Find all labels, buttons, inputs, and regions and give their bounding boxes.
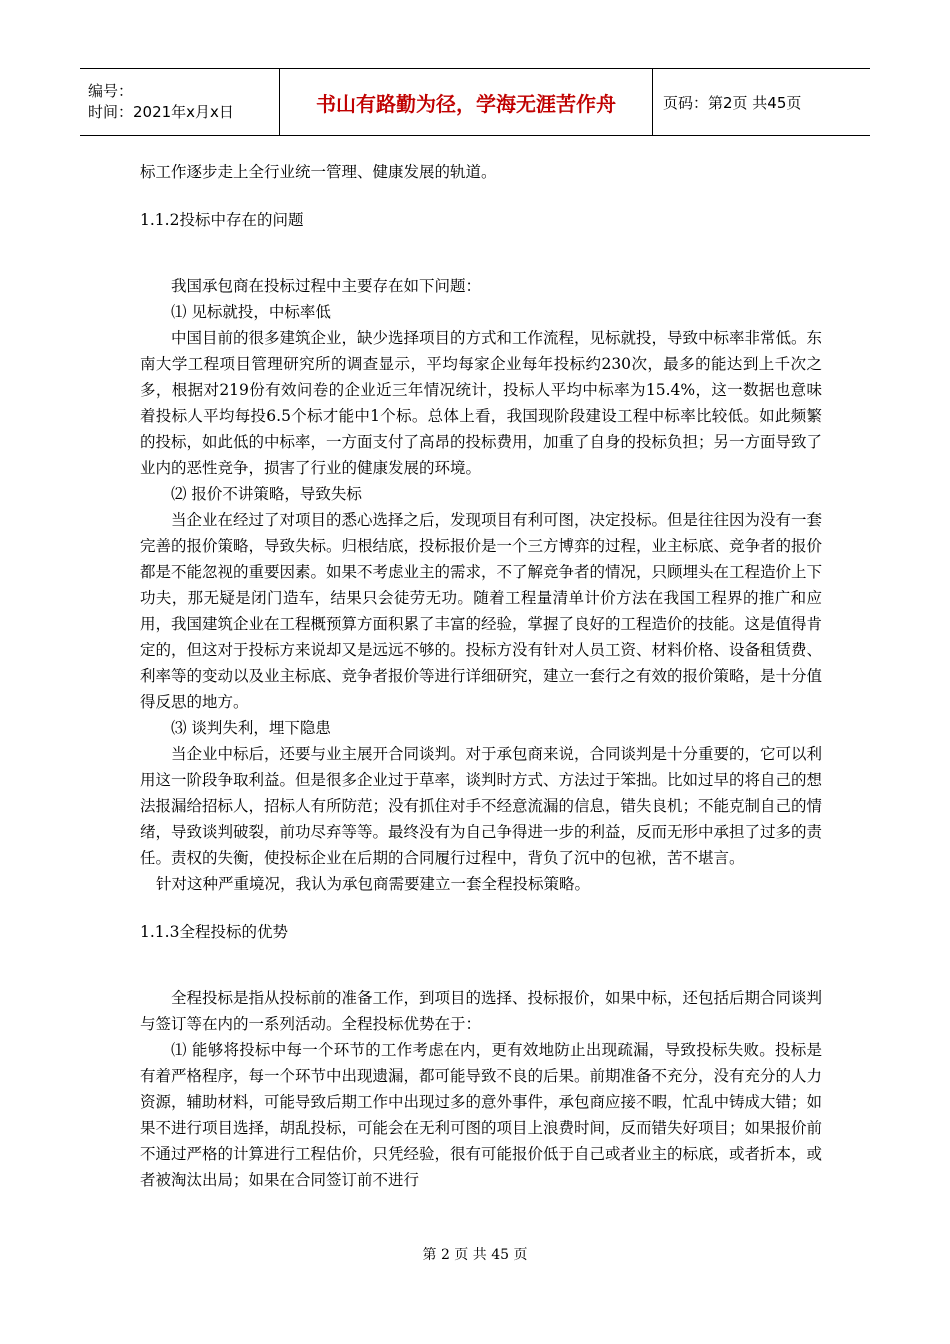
lead-paragraph: 标工作逐步走上全行业统一管理、健康发展的轨道。 — [140, 163, 497, 181]
document-number-label: 编号： — [88, 82, 134, 100]
motto-text: 书山有路勤为径，学海无涯苦作舟 — [316, 91, 616, 116]
header-meta — [80, 69, 280, 135]
section-intro-paragraph-2: 全程投标是指从投标前的准备工作，到项目的选择、投标报价，如果中标，还包括后期合同谈判与签订等在内的一系列活动。全程投标优势在于： — [140, 989, 823, 1033]
section-heading-1-1-2: 1.1.2投标中存在的问题 — [140, 211, 304, 229]
document-body — [140, 156, 822, 1193]
item-heading-3: ⑶ 谈判失利，埋下隐患 — [171, 719, 331, 737]
page-info-text: 页码：第2页 共45页 — [663, 93, 802, 112]
section-heading-1-1-3: 1.1.3全程投标的优势 — [140, 923, 288, 941]
page-header — [80, 68, 870, 136]
item-heading-2: ⑵ 报价不讲策略，导致失标 — [171, 485, 362, 503]
advantage-paragraph-1: ⑴ 能够将投标中每一个环节的工作考虑在内，更有效地防止出现疏漏，导致投标失败。投标是有着严格程序，每一个环节中出现遗漏，都可能导致不良的后果。前期准备不充分，没有充分的人力资源，辅助材料，可能导致后期工作中出现过多的意外事件，承包商应接不暇，忙乱中铸成大错；如果不进行项目选择，胡乱投标，可能会在无利可图的项目上浪费时间，反而错失好项目；如果报价前不通过严格的计算进行工程估价，只凭经验，很有可能报价低于自己或者业主的标底，或者折本，或者被淘汰出局；如果在合同签订前不进行 — [140, 1041, 823, 1189]
item-heading-1: ⑴ 见标就投，中标率低 — [171, 303, 331, 321]
header-motto — [280, 69, 653, 135]
section-intro-paragraph: 我国承包商在投标过程中主要存在如下问题： — [171, 277, 482, 295]
item-paragraph-3: 当企业中标后，还要与业主展开合同谈判。对于承包商来说，合同谈判是十分重要的，它可以利用这一阶段争取利益。但是很多企业过于草率，谈判时方式、方法过于笨拙。比如过早的将自己的想法报漏给招标人，招标人有所防范；没有抓住对手不经意流漏的信息，错失良机；不能克制自己的情绪，导致谈判破裂，前功尽弃等等。最终没有为自己争得进一步的利益，反而无形中承担了过多的责任。责权的失衡，使投标企业在后期的合同履行过程中，背负了沉中的包袱，苦不堪言。 — [140, 745, 823, 867]
page-footer — [0, 1244, 950, 1264]
document-date: 时间：2021年x月x日 — [88, 103, 234, 121]
footer-page-number: 第 2 页 共 45 页 — [422, 1247, 528, 1263]
item-paragraph-1: 中国目前的很多建筑企业，缺少选择项目的方式和工作流程，见标就投，导致中标率非常低。东南大学工程项目管理研究所的调查显示，平均每家企业每年投标约230次，最多的能达到上千次之多，根据对219份有效问卷的企业近三年情况统计，投标人平均中标率为15.4%，这一数据也意味着投标人平均每投6.5个标才能中1个标。总体上看，我国现阶段建设工程中标率比较低。如此频繁的投标，如此低的中标率，一方面支付了高昂的投标费用，加重了自身的投标负担；另一方面导致了业内的恶性竞争，损害了行业的健康发展的环境。 — [140, 329, 823, 477]
item-paragraph-2: 当企业在经过了对项目的悉心选择之后，发现项目有利可图，决定投标。但是往往因为没有一套完善的报价策略，导致失标。归根结底，投标报价是一个三方博弈的过程，业主标底、竞争者的报价都是不能忽视的重要因素。如果不考虑业主的需求，不了解竞争者的情况，只顾埋头在工程造价上下功夫，那无疑是闭门造车，结果只会徒劳无功。随着工程量清单计价方法在我国工程界的推广和应用，我国建筑企业在工程概预算方面积累了丰富的经验，掌握了良好的工程造价的技能。这是值得肯定的，但这对于投标方来说却又是远远不够的。投标方没有针对人员工资、材料价格、设备租赁费、利率等的变动以及业主标底、竞争者报价等进行详细研究，建立一套行之有效的报价策略，是十分值得反思的地方。 — [140, 511, 823, 711]
header-page-info — [653, 69, 870, 135]
conclusion-paragraph: 针对这种严重境况，我认为承包商需要建立一套全程投标策略。 — [156, 875, 591, 893]
